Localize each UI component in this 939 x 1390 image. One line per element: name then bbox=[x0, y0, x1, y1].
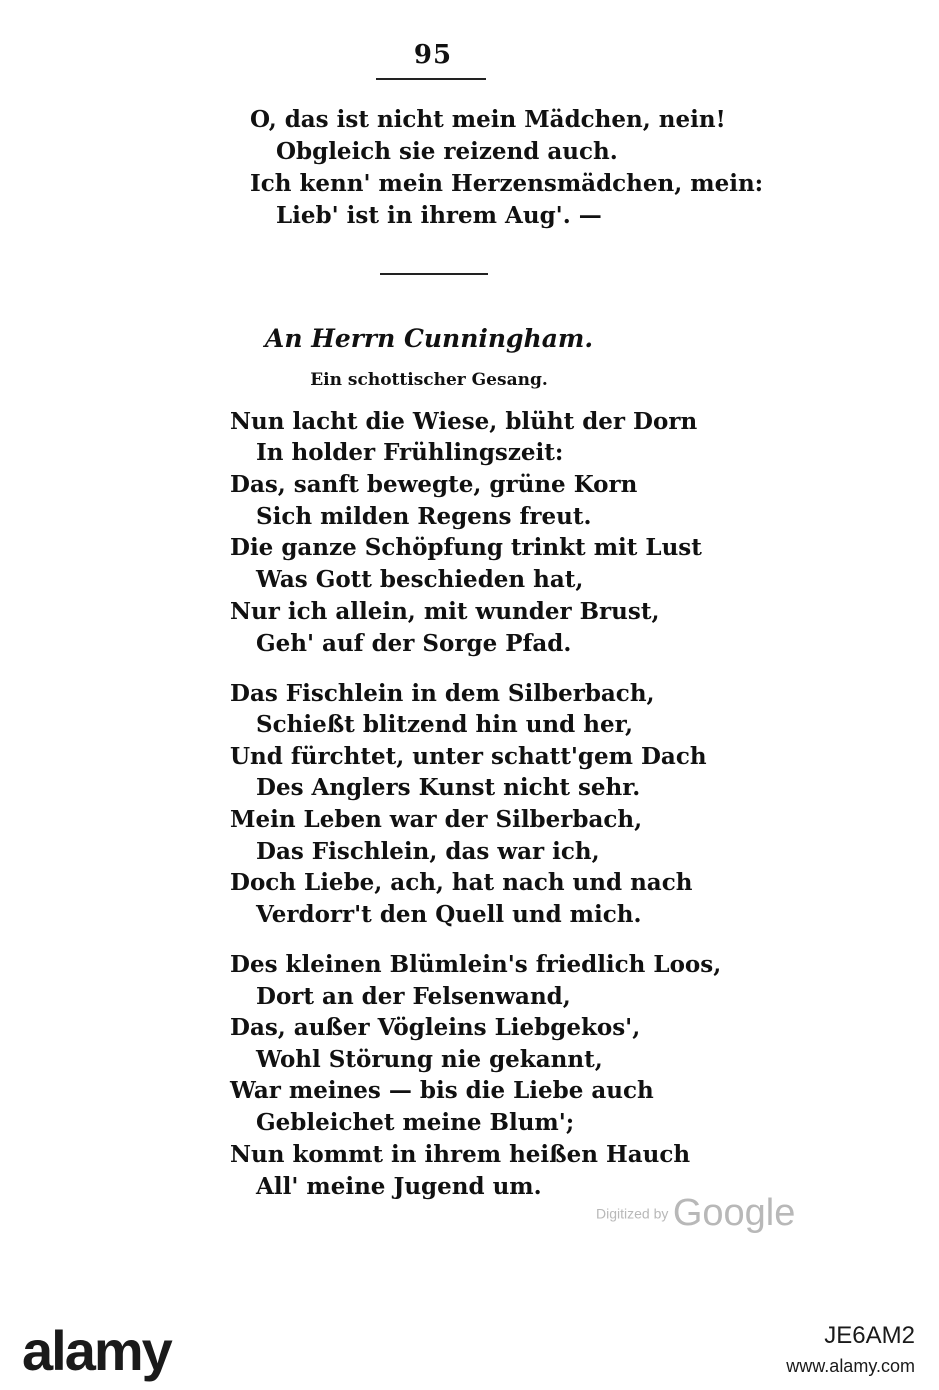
verse-line: Nun kommt in ihrem heißen Hauch bbox=[230, 1141, 691, 1168]
verse-line: Und fürchtet, unter schatt'gem Dach bbox=[230, 743, 707, 770]
digitized-watermark bbox=[596, 1192, 795, 1235]
verse-line: Das Fischlein, das war ich, bbox=[256, 838, 600, 865]
verse-line: Das, sanft bewegte, grüne Korn bbox=[230, 471, 638, 498]
verse-line: Wohl Störung nie gekannt, bbox=[256, 1046, 603, 1073]
verse-line: Des Anglers Kunst nicht sehr. bbox=[256, 774, 641, 801]
verse-line: All' meine Jugend um. bbox=[256, 1173, 542, 1200]
verse-line: Nur ich allein, mit wunder Brust, bbox=[230, 598, 660, 625]
verse-line: Geh' auf der Sorge Pfad. bbox=[256, 630, 572, 657]
section-divider bbox=[380, 273, 488, 275]
verse-line: O, das ist nicht mein Mädchen, nein! bbox=[250, 106, 726, 133]
verse-line: Schießt blitzend hin und her, bbox=[256, 711, 634, 738]
poem-title: An Herrn Cunningham. bbox=[264, 324, 594, 353]
page-number: 95 bbox=[413, 40, 453, 70]
alamy-logo: alamy bbox=[22, 1319, 171, 1382]
verse-line: Lieb' ist in ihrem Aug'. — bbox=[276, 202, 602, 229]
verse-line: Mein Leben war der Silberbach, bbox=[230, 806, 643, 833]
verse-line: War meines — bis die Liebe auch bbox=[230, 1077, 654, 1104]
verse-line: Die ganze Schöpfung trinkt mit Lust bbox=[230, 534, 702, 561]
verse-line: Dort an der Felsenwand, bbox=[256, 983, 571, 1010]
verse-line: Das Fischlein in dem Silberbach, bbox=[230, 680, 655, 707]
verse-line: Ich kenn' mein Herzensmädchen, mein: bbox=[250, 170, 764, 197]
verse-line: Des kleinen Blümlein's friedlich Loos, bbox=[230, 951, 722, 978]
watermark-brand: Google bbox=[672, 1192, 796, 1234]
verse-line: Was Gott beschieden hat, bbox=[256, 566, 584, 593]
verse-line: Doch Liebe, ach, hat nach und nach bbox=[230, 869, 693, 896]
watermark-prefix: Digitized by bbox=[596, 1205, 669, 1222]
verse-line: In holder Frühlingszeit: bbox=[256, 439, 564, 466]
verse-line: Das, außer Vögleins Liebgekos', bbox=[230, 1014, 641, 1041]
site-url: www.alamy.com bbox=[786, 1356, 915, 1376]
stock-footer bbox=[0, 1300, 939, 1390]
verse-line: Obgleich sie reizend auch. bbox=[276, 138, 618, 165]
verse-line: Nun lacht die Wiese, blüht der Dorn bbox=[230, 408, 698, 435]
verse-line: Sich milden Regens freut. bbox=[256, 503, 592, 530]
verse-line: Verdorr't den Quell und mich. bbox=[256, 901, 642, 928]
header-rule bbox=[376, 78, 486, 80]
image-id: JE6AM2 bbox=[824, 1322, 915, 1349]
verse-line: Gebleichet meine Blum'; bbox=[256, 1109, 575, 1136]
poem-subtitle: Ein schottischer Gesang. bbox=[310, 370, 548, 390]
